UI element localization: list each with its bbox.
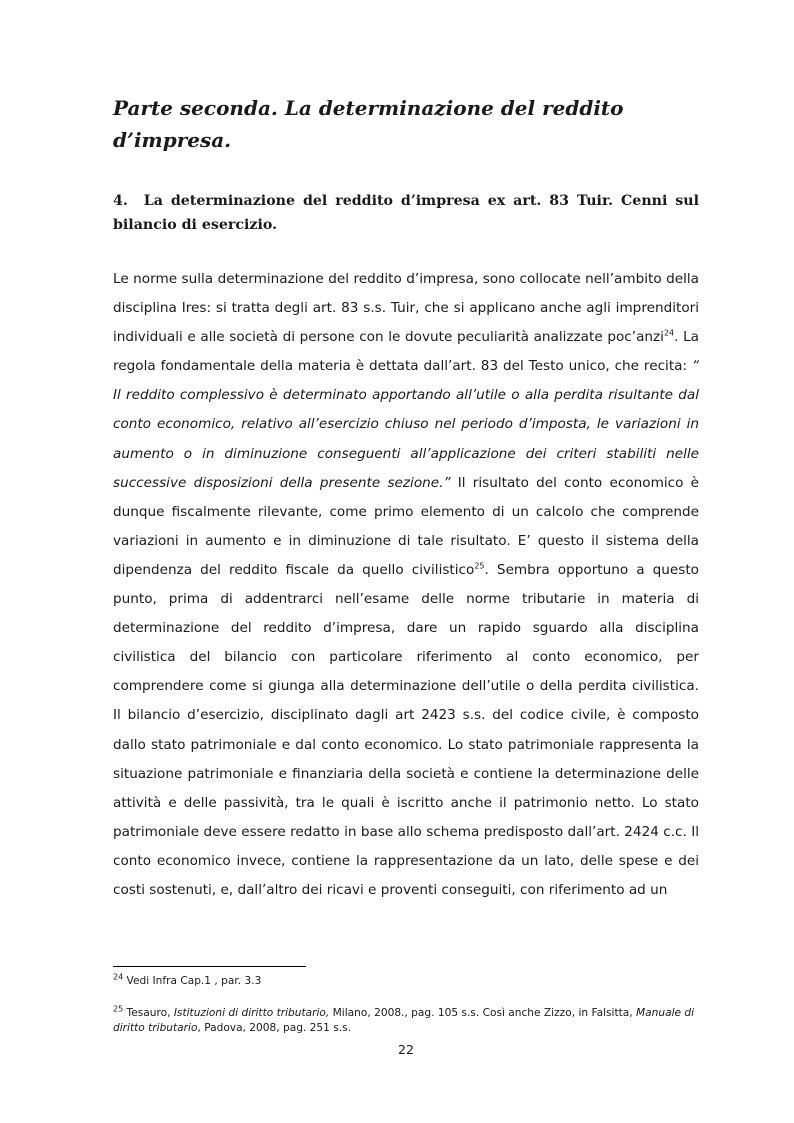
section-heading-text: La determinazione del reddito d’impresa ex art. 83 Tuir. Cenni sul bilancio di esercizio. [113, 193, 699, 233]
body-paragraph [113, 265, 699, 905]
footnote-24 [113, 974, 699, 989]
footnote-ref-24: 24 [663, 328, 675, 338]
body-text-3: Il risultato del conto economico è dunque fiscalmente rilevante, come primo elemento di un calcolo che comprende variazioni in aumento e in diminuzione di tale risultato. E’ questo il sistema della dipendenza del reddito fiscale da quello civilistico [113, 474, 699, 578]
book-title: Istituzioni di diritto tributario, [173, 1007, 330, 1019]
page-number: 22 [398, 1042, 414, 1057]
footnote-text: , Padova, 2008, pag. 251 s.s. [197, 1022, 352, 1034]
footnote-separator [113, 966, 306, 967]
body-text-1: Le norme sulla determinazione del reddito d’impresa, sono collocate nell’ambito della disciplina Ires: si tratta degli art. 83 s.s. Tuir, che si applicano anche agli imprenditori individuali e alle società di persone con le dovute peculiarità analizzate poc’anzi [113, 271, 699, 346]
footnote-text: Tesauro, [123, 1007, 174, 1019]
law-quote: “ Il reddito complessivo è determinato apportando all’utile o alla perdita risultante dal conto economico, relativo all’esercizio chiuso nel periodo d’imposta, le variazioni in aumento o in diminuzione conseguenti all’applicazione dei criteri stabiliti nelle successive disposizioni della presente sezione.” [113, 358, 699, 491]
footnote-text: Vedi Infra Cap.1 , par. 3.3 [123, 975, 262, 987]
footnote-text: Milano, 2008., pag. 105 s.s. Così anche Zizzo, in Falsitta, [329, 1007, 637, 1019]
body-text-2: . La regola fondamentale della materia è dettata dall’art. 83 del Testo unico, che recita: [113, 329, 700, 375]
section-number: 4. [113, 193, 128, 209]
footnote-number: 24 [113, 972, 124, 982]
part-title: Parte seconda. La determinazione del reddito d’impresa. [113, 96, 624, 152]
footnote-25 [113, 1006, 699, 1036]
section-heading [113, 189, 699, 237]
body-text-4: . Sembra opportuno a questo punto, prima di addentrarci nell’esame delle norme tributarie in materia di determinazione del reddito d’impresa, dare un rapido sguardo alla disciplina civilistica del bilancio con particolare riferimento al conto economico, per comprendere come si giunga alla determinazione dell’utile o della perdita civilistica. Il bilancio d’esercizio, disciplinato dagli art 2423 s.s. del codice civile, è composto dallo stato patrimoniale e dal conto economico. Lo stato patrimoniale rappresenta la situazione patrimoniale e finanziaria della società e contiene la determinazione delle attività e delle passività, tra le quali è iscritto anche il patrimonio netto. Lo stato patrimoniale deve essere redatto in base allo schema predisposto dall’art. 2424 c.c. Il conto economico invece, contiene la rappresentazione da un lato, delle spese e dei costi sostenuti, e, dall’altro dei ricavi e proventi conseguiti, con riferimento ad un [113, 561, 700, 898]
footnote-ref-25: 25 [474, 561, 485, 571]
book-title: Manuale di diritto tributario [113, 1007, 695, 1034]
footnote-number: 25 [113, 1004, 124, 1014]
